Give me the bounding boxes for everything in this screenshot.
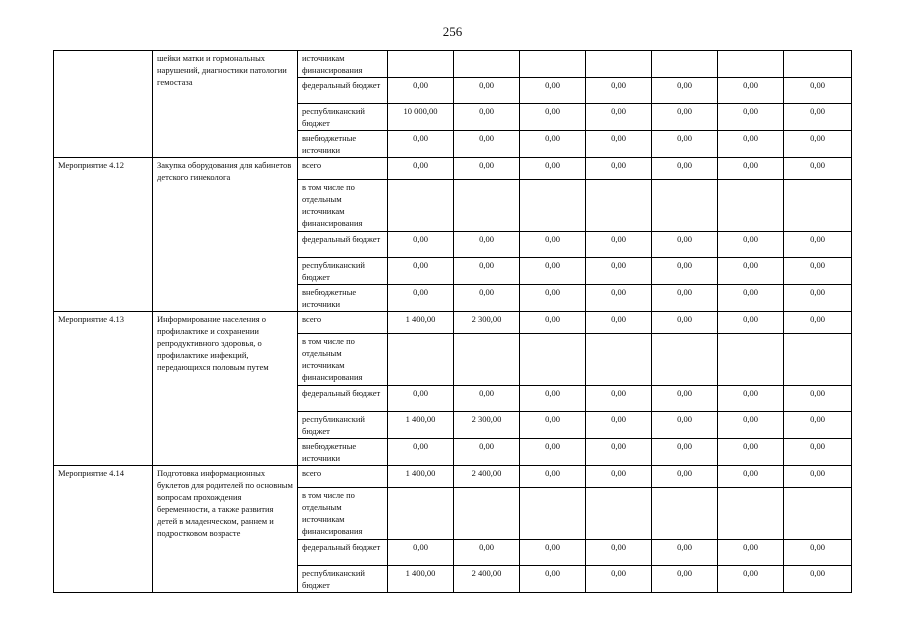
value-cell: 0,00 — [652, 285, 718, 312]
value-cell: 0,00 — [520, 232, 586, 258]
value-cell: 0,00 — [718, 566, 784, 593]
table-row — [54, 158, 852, 180]
value-cell — [388, 51, 454, 78]
value-cell — [652, 488, 718, 540]
value-cell: 0,00 — [586, 386, 652, 412]
value-cell: 0,00 — [586, 312, 652, 334]
value-cell: 0,00 — [652, 104, 718, 131]
value-cell: 2 300,00 — [454, 312, 520, 334]
value-cell: 0,00 — [718, 312, 784, 334]
value-cell — [784, 488, 852, 540]
funding-source-cell: республиканский бюджет — [298, 104, 388, 131]
value-cell: 0,00 — [520, 312, 586, 334]
table-row — [54, 312, 852, 334]
value-cell: 0,00 — [388, 78, 454, 104]
value-cell: 0,00 — [388, 540, 454, 566]
value-cell: 0,00 — [520, 540, 586, 566]
value-cell: 0,00 — [718, 104, 784, 131]
value-cell: 0,00 — [586, 232, 652, 258]
value-cell: 0,00 — [586, 566, 652, 593]
value-cell — [718, 334, 784, 386]
value-cell — [652, 180, 718, 232]
value-cell — [388, 334, 454, 386]
value-cell: 0,00 — [454, 232, 520, 258]
value-cell — [652, 51, 718, 78]
funding-source-cell: всего — [298, 312, 388, 334]
value-cell: 0,00 — [784, 566, 852, 593]
value-cell: 0,00 — [718, 386, 784, 412]
value-cell: 0,00 — [652, 466, 718, 488]
value-cell — [586, 180, 652, 232]
value-cell: 10 000,00 — [388, 104, 454, 131]
funding-source-cell: в том числе по отдельным источникам финансирования — [298, 488, 388, 540]
funding-source-cell: республиканский бюджет — [298, 258, 388, 285]
value-cell: 0,00 — [652, 439, 718, 466]
value-cell — [586, 334, 652, 386]
value-cell: 0,00 — [652, 566, 718, 593]
value-cell: 0,00 — [586, 158, 652, 180]
value-cell: 0,00 — [586, 439, 652, 466]
value-cell: 0,00 — [388, 285, 454, 312]
funding-source-cell: всего — [298, 158, 388, 180]
value-cell: 0,00 — [784, 466, 852, 488]
value-cell — [454, 488, 520, 540]
value-cell: 0,00 — [718, 285, 784, 312]
value-cell: 0,00 — [718, 158, 784, 180]
value-cell: 0,00 — [718, 412, 784, 439]
funding-source-cell: внебюджетные источники — [298, 439, 388, 466]
value-cell: 0,00 — [586, 466, 652, 488]
value-cell: 0,00 — [454, 78, 520, 104]
activity-cell — [54, 51, 153, 158]
value-cell: 0,00 — [784, 258, 852, 285]
page-number: 256 — [442, 24, 463, 39]
value-cell: 0,00 — [388, 158, 454, 180]
value-cell: 0,00 — [388, 258, 454, 285]
value-cell: 0,00 — [784, 158, 852, 180]
value-cell — [718, 51, 784, 78]
value-cell: 0,00 — [652, 258, 718, 285]
table-row — [54, 51, 852, 78]
funding-source-cell: в том числе по отдельным источникам финансирования — [298, 180, 388, 232]
budget-table — [53, 50, 852, 593]
value-cell: 0,00 — [520, 158, 586, 180]
value-cell: 0,00 — [652, 312, 718, 334]
funding-source-cell: федеральный бюджет — [298, 386, 388, 412]
funding-source-cell: федеральный бюджет — [298, 78, 388, 104]
activity-name-cell: Подготовка информационных буклетов для родителей по основным вопросам прохождения беременности, а также развития детей в младенческом, раннем и подростковом возрасте — [153, 466, 298, 593]
value-cell: 0,00 — [454, 386, 520, 412]
value-cell: 0,00 — [784, 439, 852, 466]
value-cell: 0,00 — [586, 78, 652, 104]
value-cell: 0,00 — [520, 258, 586, 285]
value-cell: 0,00 — [718, 232, 784, 258]
value-cell: 2 400,00 — [454, 566, 520, 593]
funding-source-cell: в том числе по отдельным источникам финансирования — [298, 334, 388, 386]
value-cell: 0,00 — [784, 131, 852, 158]
funding-source-cell: источникам финансирования — [298, 51, 388, 78]
funding-source-cell: республиканский бюджет — [298, 566, 388, 593]
value-cell: 0,00 — [784, 285, 852, 312]
value-cell: 0,00 — [586, 104, 652, 131]
value-cell: 0,00 — [652, 158, 718, 180]
value-cell: 0,00 — [784, 312, 852, 334]
value-cell — [520, 180, 586, 232]
value-cell: 0,00 — [586, 540, 652, 566]
activity-name-cell: шейки матки и гормональных нарушений, диагностики патологии гемостаза — [153, 51, 298, 158]
activity-cell: Мероприятие 4.12 — [54, 158, 153, 312]
value-cell — [388, 488, 454, 540]
value-cell — [454, 51, 520, 78]
activity-name-cell: Информирование населения о профилактике и сохранении репродуктивного здоровья, о профилактике инфекций, передающихся половым путем — [153, 312, 298, 466]
value-cell: 1 400,00 — [388, 412, 454, 439]
value-cell — [718, 180, 784, 232]
value-cell: 0,00 — [718, 131, 784, 158]
value-cell: 0,00 — [520, 439, 586, 466]
value-cell: 0,00 — [652, 412, 718, 439]
value-cell: 0,00 — [586, 412, 652, 439]
value-cell: 2 400,00 — [454, 466, 520, 488]
value-cell: 0,00 — [718, 78, 784, 104]
table-row — [54, 466, 852, 488]
activity-name-cell: Закупка оборудования для кабинетов детского гинеколога — [153, 158, 298, 312]
funding-source-cell: республиканский бюджет — [298, 412, 388, 439]
value-cell: 0,00 — [784, 104, 852, 131]
value-cell: 0,00 — [652, 131, 718, 158]
value-cell: 0,00 — [454, 158, 520, 180]
value-cell: 0,00 — [520, 412, 586, 439]
value-cell: 2 300,00 — [454, 412, 520, 439]
funding-source-cell: внебюджетные источники — [298, 285, 388, 312]
value-cell — [520, 334, 586, 386]
value-cell: 1 400,00 — [388, 466, 454, 488]
value-cell: 0,00 — [454, 104, 520, 131]
value-cell: 0,00 — [388, 232, 454, 258]
value-cell — [520, 51, 586, 78]
funding-source-cell: федеральный бюджет — [298, 540, 388, 566]
funding-source-cell: всего — [298, 466, 388, 488]
value-cell — [586, 488, 652, 540]
value-cell: 0,00 — [784, 232, 852, 258]
value-cell: 0,00 — [784, 386, 852, 412]
value-cell: 0,00 — [784, 540, 852, 566]
value-cell — [388, 180, 454, 232]
value-cell: 0,00 — [454, 439, 520, 466]
value-cell — [784, 334, 852, 386]
value-cell — [454, 180, 520, 232]
value-cell: 1 400,00 — [388, 566, 454, 593]
value-cell: 0,00 — [586, 258, 652, 285]
activity-cell: Мероприятие 4.14 — [54, 466, 153, 593]
value-cell: 0,00 — [520, 285, 586, 312]
value-cell — [784, 51, 852, 78]
value-cell: 0,00 — [652, 386, 718, 412]
value-cell: 0,00 — [454, 131, 520, 158]
value-cell — [784, 180, 852, 232]
value-cell — [718, 488, 784, 540]
funding-source-cell: федеральный бюджет — [298, 232, 388, 258]
value-cell: 0,00 — [652, 78, 718, 104]
value-cell: 0,00 — [454, 285, 520, 312]
value-cell: 0,00 — [454, 258, 520, 285]
value-cell: 0,00 — [784, 412, 852, 439]
value-cell — [454, 334, 520, 386]
value-cell: 0,00 — [388, 439, 454, 466]
value-cell — [652, 334, 718, 386]
value-cell — [520, 488, 586, 540]
value-cell: 0,00 — [652, 540, 718, 566]
value-cell: 0,00 — [388, 386, 454, 412]
value-cell: 0,00 — [718, 540, 784, 566]
activity-cell: Мероприятие 4.13 — [54, 312, 153, 466]
value-cell: 0,00 — [520, 566, 586, 593]
value-cell: 0,00 — [520, 104, 586, 131]
table-body — [54, 51, 852, 593]
value-cell: 0,00 — [520, 78, 586, 104]
value-cell: 0,00 — [784, 78, 852, 104]
value-cell: 0,00 — [586, 285, 652, 312]
value-cell: 0,00 — [718, 466, 784, 488]
funding-source-cell: внебюджетные источники — [298, 131, 388, 158]
value-cell: 0,00 — [520, 131, 586, 158]
value-cell: 0,00 — [520, 386, 586, 412]
value-cell: 1 400,00 — [388, 312, 454, 334]
value-cell: 0,00 — [454, 540, 520, 566]
value-cell: 0,00 — [388, 131, 454, 158]
value-cell: 0,00 — [520, 466, 586, 488]
value-cell: 0,00 — [718, 258, 784, 285]
value-cell — [586, 51, 652, 78]
value-cell: 0,00 — [586, 131, 652, 158]
value-cell: 0,00 — [652, 232, 718, 258]
value-cell: 0,00 — [718, 439, 784, 466]
